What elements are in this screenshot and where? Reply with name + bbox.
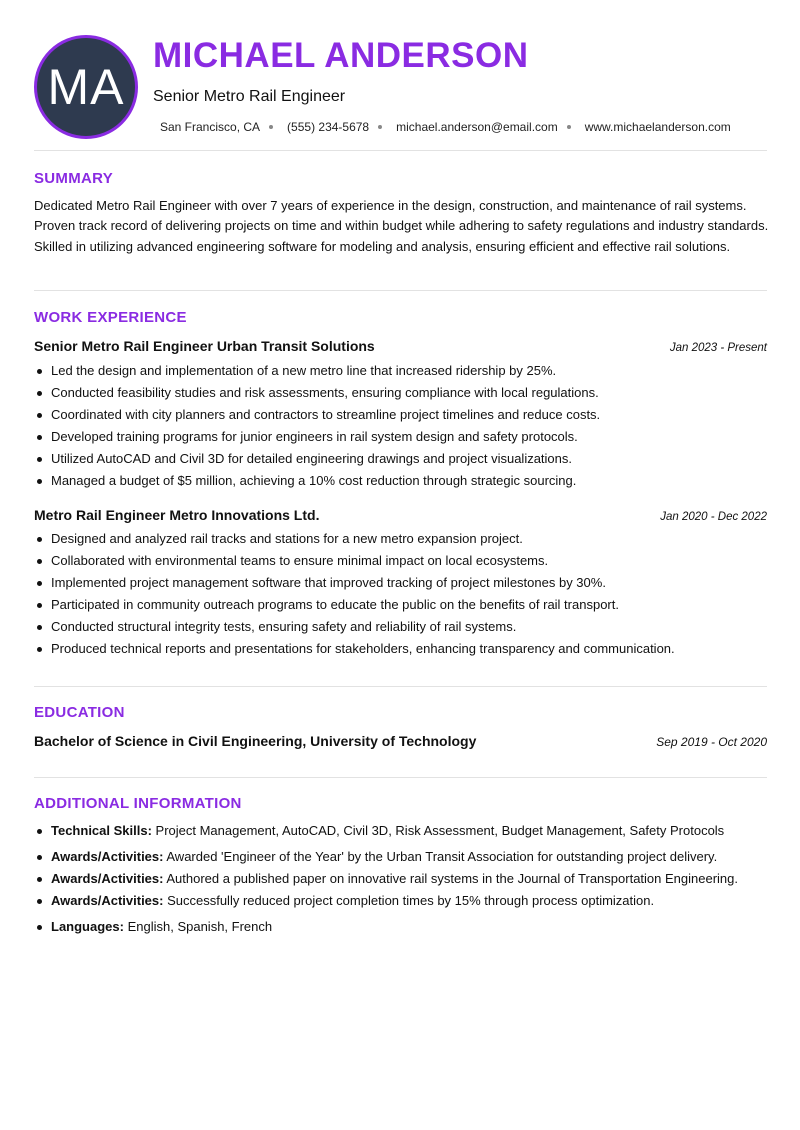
contact-location: San Francisco, CA xyxy=(160,120,261,134)
education-heading: EDUCATION xyxy=(34,704,125,721)
job-role: Metro Rail Engineer Metro Innovations Ltd. xyxy=(34,507,320,523)
section-divider xyxy=(34,686,767,687)
list-item: Managed a budget of $5 million, achieving a 10% cost reduction through strategic sourcing. xyxy=(34,470,769,492)
job-dates: Jan 2020 - Dec 2022 xyxy=(660,511,767,523)
job-dates: Jan 2023 - Present xyxy=(669,342,767,354)
info-text: Awarded 'Engineer of the Year' by the Urban Transit Association for outstanding project delivery. xyxy=(163,849,718,864)
candidate-name: MICHAEL ANDERSON xyxy=(153,36,529,75)
education-entry xyxy=(34,733,767,749)
avatar-initials: MA xyxy=(47,59,125,115)
list-item: Coordinated with city planners and contractors to streamline project timelines and reduce costs. xyxy=(34,404,769,426)
contact-email[interactable]: michael.anderson@email.com xyxy=(396,120,558,134)
info-label: Awards/Activities: xyxy=(51,893,164,908)
list-item: Conducted structural integrity tests, ensuring safety and reliability of rail systems. xyxy=(34,616,769,638)
candidate-title: Senior Metro Rail Engineer xyxy=(153,88,346,105)
list-item: Developed training programs for junior engineers in rail system design and safety protocols. xyxy=(34,426,769,448)
info-text: Successfully reduced project completion times by 15% through process optimization. xyxy=(163,893,655,908)
list-item: Collaborated with environmental teams to ensure minimal impact on local ecosystems. xyxy=(34,550,769,572)
list-item: Conducted feasibility studies and risk assessments, ensuring compliance with local regulations. xyxy=(34,382,769,404)
info-label: Awards/Activities: xyxy=(51,849,164,864)
education-dates: Sep 2019 - Oct 2020 xyxy=(656,735,767,749)
list-item: Produced technical reports and presentations for stakeholders, enhancing transparency and communication. xyxy=(34,638,769,660)
additional-list xyxy=(34,820,769,938)
summary-text: Dedicated Metro Rail Engineer with over 7 years of experience in the design, construction, and maintenance of rail systems. Proven track record of delivering projects on time and within budget while adhering to safety regulations and industry standards. Skilled in utilizing advanced engineering software for modeling and analysis, ensuring efficient and effective rail solutions. xyxy=(34,198,769,254)
contact-bar xyxy=(160,120,731,134)
contact-separator xyxy=(269,125,273,129)
list-item xyxy=(34,916,769,938)
info-text: Authored a published paper on innovative rail systems in the Journal of Transportation Engineering. xyxy=(163,871,738,886)
additional-heading: ADDITIONAL INFORMATION xyxy=(34,795,242,812)
job-header xyxy=(34,507,767,523)
list-item xyxy=(34,846,769,868)
list-item xyxy=(34,868,769,890)
list-item: Participated in community outreach programs to educate the public on the benefits of rail transport. xyxy=(34,594,769,616)
avatar xyxy=(34,35,138,139)
section-divider xyxy=(34,150,767,151)
list-item xyxy=(34,890,769,912)
info-label: Languages: xyxy=(51,919,124,934)
list-item xyxy=(34,820,769,842)
info-label: Awards/Activities: xyxy=(51,871,164,886)
education-degree: Bachelor of Science in Civil Engineering, University of Technology xyxy=(34,733,477,749)
contact-separator xyxy=(567,125,571,129)
contact-separator xyxy=(378,125,382,129)
info-text: Project Management, AutoCAD, Civil 3D, Risk Assessment, Budget Management, Safety Protocols xyxy=(151,823,725,838)
list-item: Led the design and implementation of a new metro line that increased ridership by 25%. xyxy=(34,360,769,382)
list-item: Implemented project management software that improved tracking of project milestones by 30%. xyxy=(34,572,769,594)
contact-phone: (555) 234-5678 xyxy=(287,120,370,134)
job-header xyxy=(34,338,767,354)
list-item: Designed and analyzed rail tracks and stations for a new metro expansion project. xyxy=(34,528,769,550)
list-item: Utilized AutoCAD and Civil 3D for detailed engineering drawings and project visualizations. xyxy=(34,448,769,470)
summary-heading: SUMMARY xyxy=(34,170,114,187)
section-divider xyxy=(34,290,767,291)
job-bullets xyxy=(34,528,769,660)
info-label: Technical Skills: xyxy=(51,823,152,838)
info-text: English, Spanish, French xyxy=(123,919,273,934)
contact-website[interactable]: www.michaelanderson.com xyxy=(584,120,731,134)
job-bullets xyxy=(34,360,769,492)
experience-heading: WORK EXPERIENCE xyxy=(34,309,187,326)
section-divider xyxy=(34,777,767,778)
job-role: Senior Metro Rail Engineer Urban Transit Solutions xyxy=(34,338,375,354)
